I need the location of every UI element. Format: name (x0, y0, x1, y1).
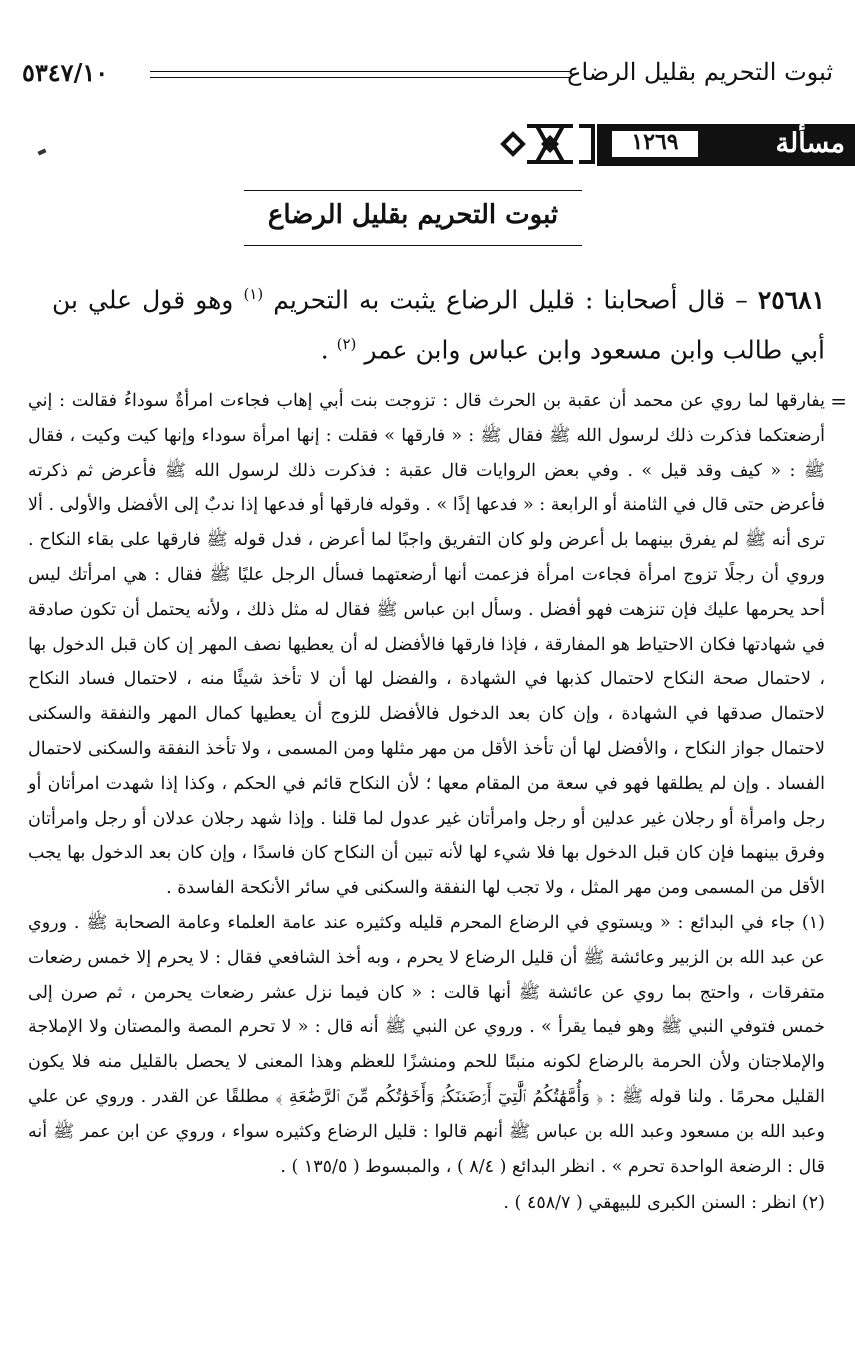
main-text-part1: – قال أصحابنا : قليل الرضاع يثبت به التحريم (273, 285, 758, 315)
footnote-continuation: يفارقها لما روي عن محمد أن عقبة بن الحرث قال : تزوجت بنت أبي إهاب فجاءت امرأةٌ سوداءُ فقالت : إني أرضعتكما فذكرت ذلك لرسول الله ﷺ فقال ﷺ : « فارقها » فقلت : إنها امرأة سوداء وإنها كيت وكيت ، فقال ﷺ : « كيف وقد قيل » . وفي بعض الروايات قال عقبة : فذكرت ذلك لرسول الله ﷺ فأعرض ثم ذكرته فأعرض حتى قال في الثامنة أو الرابعة : « فدعها إذًا » . وقوله فارقها أو فدعها إذا ندبٌ إلى الأفضل والأولى . ألا ترى أنه ﷺ لم يفرق بينهما بل أعرض ولو كان التفريق واجبًا لما أعرض ، فدل قوله ﷺ فارقها على بقاء النكاح . وروي أن رجلًا تزوج امرأة فجاءت امرأة فزعمت أنها أرضعتهما فسأل الرجل عليًا ﷺ فقال : هي امرأتك ليس أحد يحرمها عليك فإن تنزهت فهو أفضل . وسأل ابن عباس ﷺ فقال له مثل ذلك ، ولأنه يحتمل أن تكون صادقة في شهادتها فكان الاحتياط هو المفارقة ، فإذا فارقها فالأفضل له أن يعطيها نصف المهر إن كان قبل الدخول بها ، لاحتمال صحة النكاح لاحتمال كذبها في الشهادة ، والفضل لها أن لا تأخذ شيئًا منه ، لاحتمال فساد النكاح لاحتمال صدقها في الشهادة ، وإن كان بعد الدخول فالأفضل للزوج أن يعطيها كمال المهر والنفقة والسكنى لاحتمال جواز النكاح ، والأفضل لها أن تأخذ الأقل من مهر مثلها ومن المسمى ، ولا تأخذ النفقة والسكنى لاحتمال الفساد . وإن لم يطلقها فهو في سعة من المقام معها ؛ لأن النكاح قائم في الحكم ، وكذا إذا شهدت امرأتان أو رجل وامرأة أو رجلان غير عدلين أو رجل وامرأتان غير عدول لما قلنا . وإذا شهد رجلان عدلان أو رجل وامرأتان وفرق بينهما فإن كان قبل الدخول بها فلا شيء لها لأنه تبين أن النكاح كان فاسدًا ، وإن كان بعد الدخول بها يجب الأقل من المسمى ومن مهر المثل ، ولا تجب لها النفقة والسكنى في سائر الأنكحة الفاسدة . (28, 391, 825, 899)
running-header (22, 58, 833, 98)
footnote-1: (١) جاء في البدائع : « ويستوي في الرضاع المحرم قليله وكثيره عند عامة العلماء وعامة الصحابة ﷺ . وروي عن عبد الله بن الزبير وعائشة ﷺ أن قليل الرضاع لا يحرم ، وبه أخذ الشافعي فقال : لا يحرم إلا خمس رضعات متفرقات ، واحتج بما روي عن عائشة ﷺ أنها قالت : « كان فيما نزل عشر رضعات يحرمن ، ثم صرن إلى خمس فتوفي النبي ﷺ وهو فيما يقرأ » . وروي عن النبي ﷺ أنه قال : « لا تحرم المصة والمصتان ولا الإملاجة والإملاجتان ولأن الحرمة بالرضاع لكونه منبتًا للحم ومنشزًا للعظم وهذا المعنى لا يحصل بالقليل منه فلا يكون القليل محرمًا . ولنا قوله ﷺ : ﴿ وَأُمَّهَٰتُكُمُ ٱلَّٰتِيٓ أَرۡضَعۡنَكُمۡ وَأَخَوَٰتُكُم مِّنَ ٱلرَّضَٰعَةِ ﴾ مطلقًا عن القدر . وروي عن علي وعبد الله بن مسعود وعبد الله بن عباس ﷺ أنهم قالوا : قليل الرضاع وكثيره سواء ، وروي عن ابن عمر ﷺ أنه قال : الرضعة الواحدة تحرم » . انظر البدائع ( ٨/٤ ) ، والمبسوط ( ١٣٥/٥ ) . (28, 912, 825, 1177)
heading-rule-bottom (244, 245, 582, 246)
ornament-icon (497, 118, 597, 170)
continuation-mark: = (830, 389, 847, 413)
footnote-ref-1[interactable]: (١) (243, 285, 264, 303)
footnotes-block (28, 384, 847, 1221)
issue-banner (0, 118, 855, 170)
footnote-2: (٢) انظر : السنن الكبرى للبيهقي ( ٤٥٨/٧ ) . (503, 1193, 825, 1214)
volume-page-reference: ٥٣٤٧/١٠ (22, 58, 109, 87)
main-text-part2: وهو قول علي بن أبي طالب وابن مسعود وابن عباس وابن عمر (52, 285, 825, 365)
issue-label: مسألة (775, 128, 845, 159)
header-rule-bottom (150, 77, 571, 78)
main-paragraph (52, 272, 825, 373)
heading-rule-top (244, 190, 582, 191)
header-rule-top (150, 71, 571, 72)
issue-number: ١٢٦٩ (631, 129, 679, 155)
entry-number: ٢٥٦٨١ (757, 285, 826, 315)
section-title: ثبوت التحريم بقليل الرضاع (267, 200, 559, 230)
footnote-ref-2[interactable]: (٢) (336, 335, 357, 354)
main-text-part3: . (320, 335, 337, 365)
running-title: ثبوت التحريم بقليل الرضاع (567, 58, 833, 86)
section-heading (244, 190, 582, 246)
